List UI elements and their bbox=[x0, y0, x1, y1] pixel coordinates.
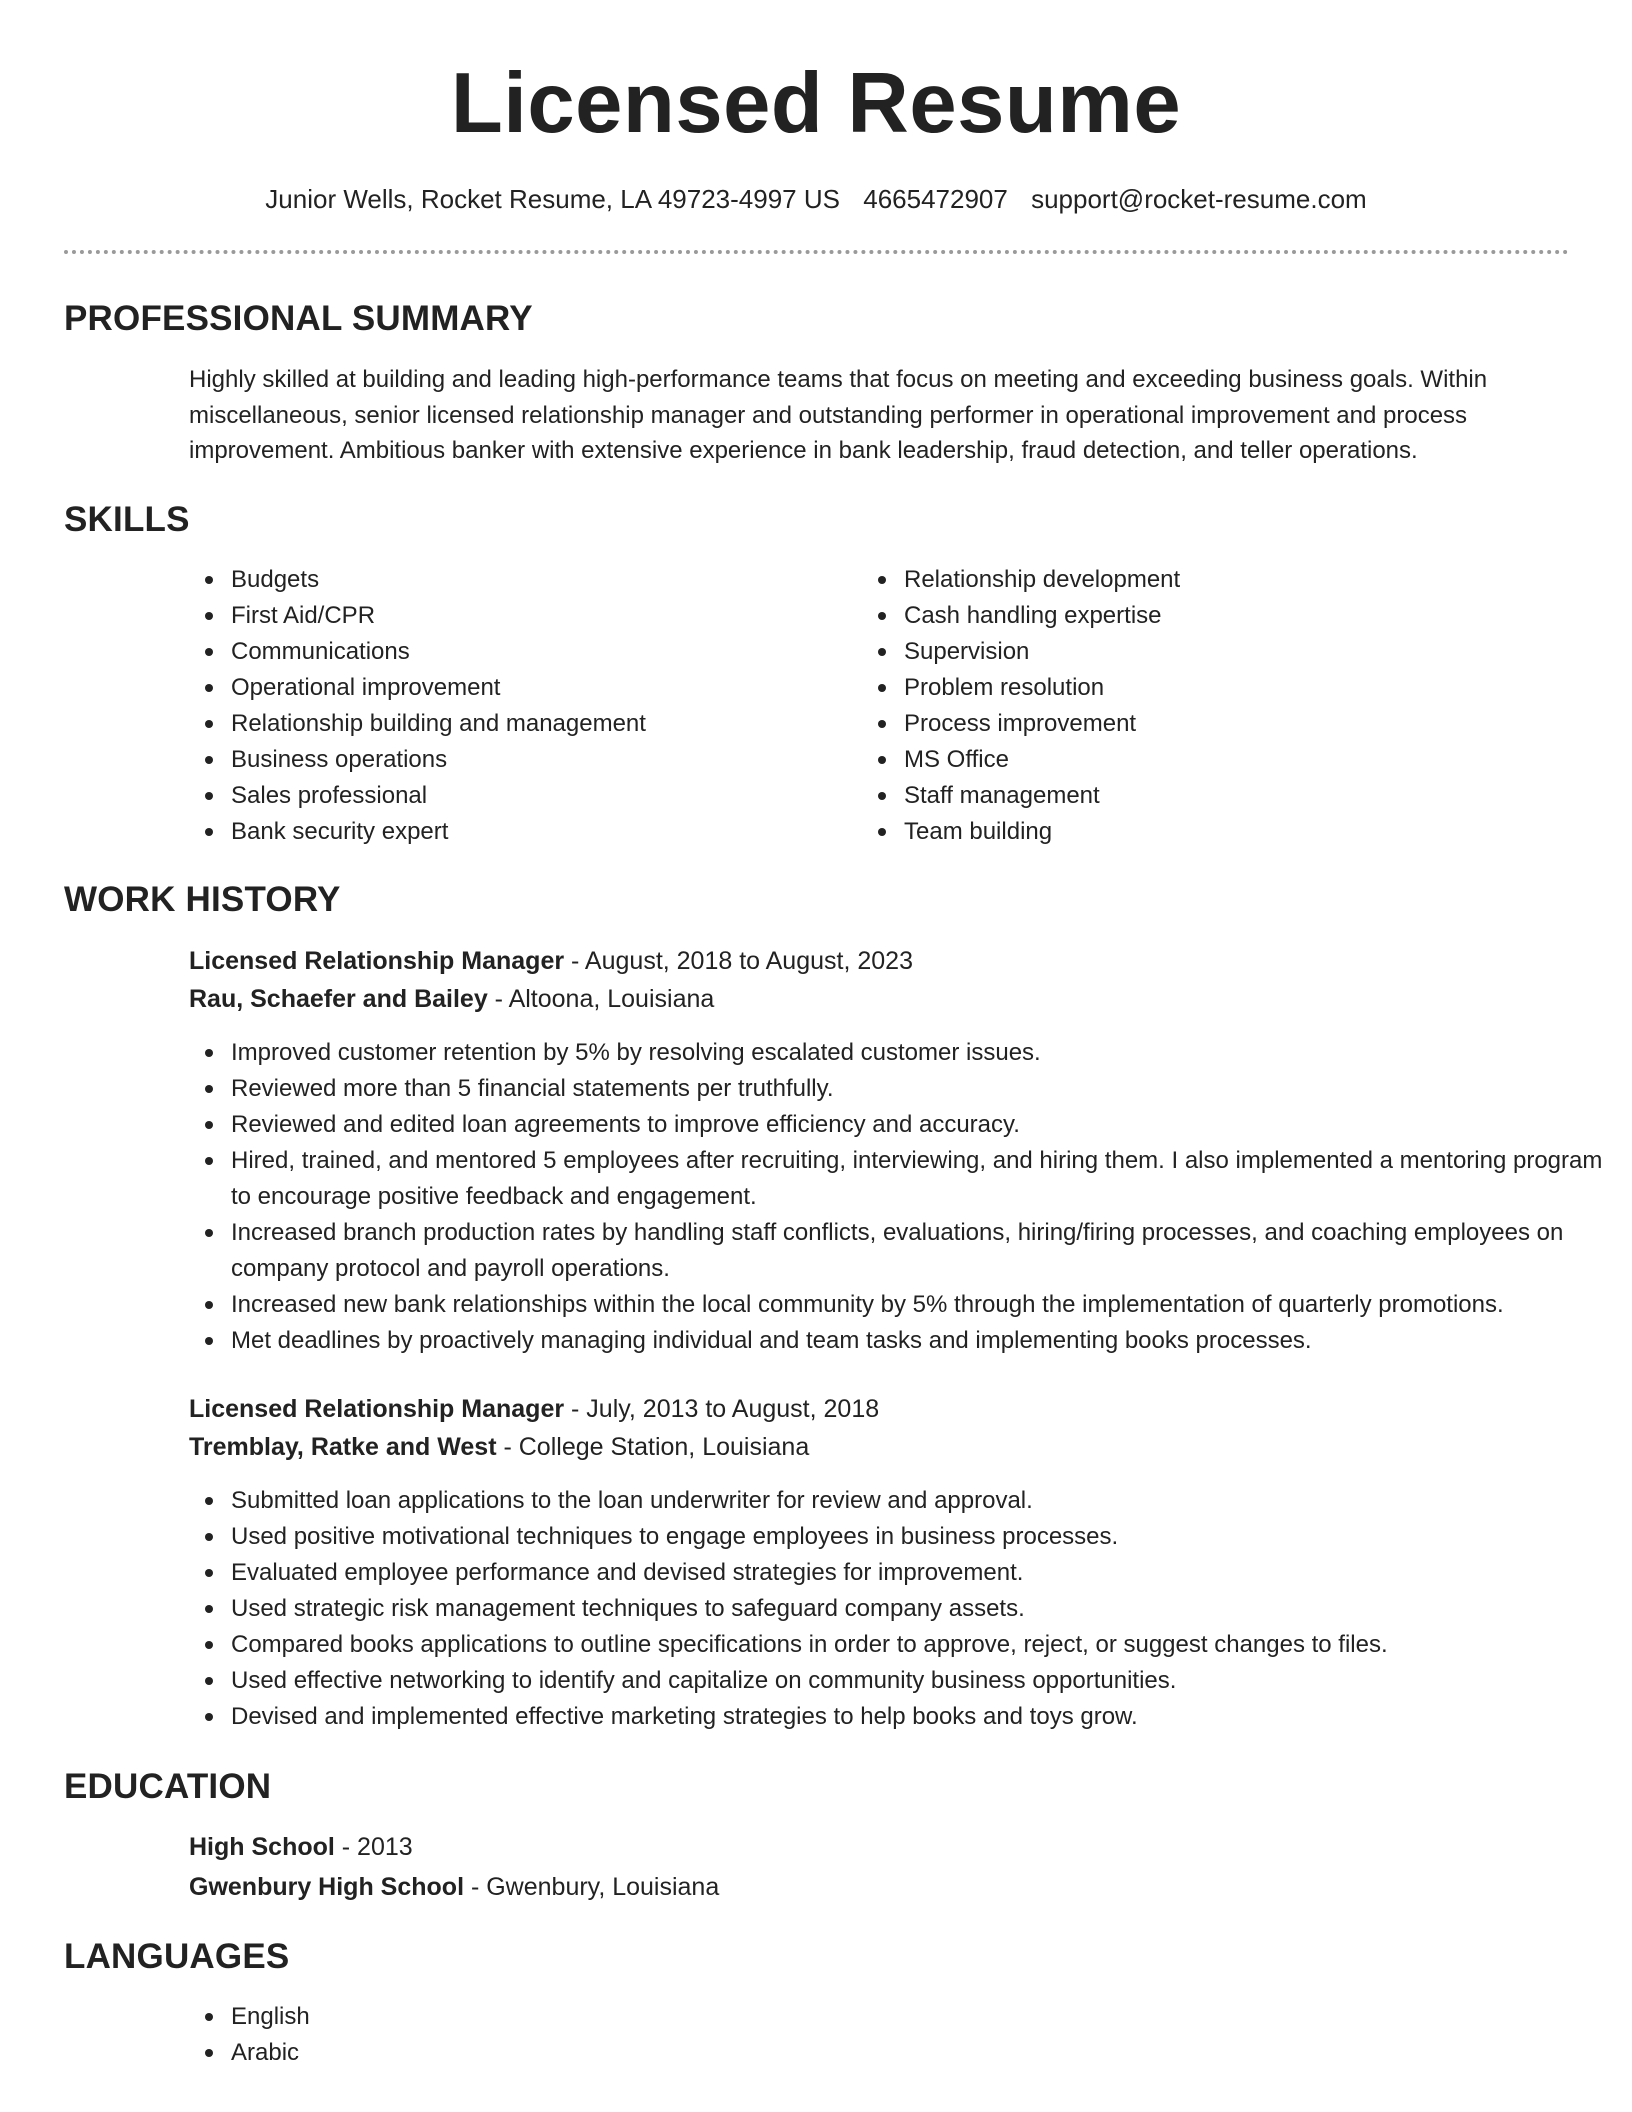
job-bullet: Improved customer retention by 5% by resolving escalated customer issues. bbox=[231, 1035, 1613, 1071]
education-degree-line bbox=[189, 1829, 413, 1865]
resume-title: Licensed Resume bbox=[450, 56, 1182, 151]
job-2-dates: - July, 2013 to August, 2018 bbox=[564, 1395, 880, 1423]
job-1-company: Rau, Schaefer and Bailey bbox=[189, 985, 488, 1013]
contact-email: support@rocket-resume.com bbox=[1031, 184, 1367, 214]
contact-address: Junior Wells, Rocket Resume, LA 49723-4997 US bbox=[265, 184, 840, 214]
skill-item: Problem resolution bbox=[904, 670, 1524, 706]
contact-phone: 4665472907 bbox=[863, 184, 1008, 214]
languages-heading: LANGUAGES bbox=[64, 1937, 290, 1976]
skill-item: MS Office bbox=[904, 742, 1524, 778]
job-1-dates: - August, 2018 to August, 2023 bbox=[564, 947, 913, 975]
skill-item: Budgets bbox=[231, 562, 851, 598]
job-1-company-line bbox=[189, 981, 714, 1017]
job-bullet: Used strategic risk management techniques to safeguard company assets. bbox=[231, 1591, 1613, 1627]
job-bullet: Compared books applications to outline specifications in order to approve, reject, or suggest changes to files. bbox=[231, 1627, 1613, 1663]
summary-heading: PROFESSIONAL SUMMARY bbox=[64, 299, 533, 338]
education-heading: EDUCATION bbox=[64, 1767, 272, 1806]
skill-item: Supervision bbox=[904, 634, 1524, 670]
job-bullet: Used effective networking to identify and capitalize on community business opportunities. bbox=[231, 1663, 1613, 1699]
language-item: Arabic bbox=[231, 2035, 831, 2071]
work-history-heading: WORK HISTORY bbox=[64, 880, 341, 919]
skills-heading: SKILLS bbox=[64, 500, 190, 539]
job-2-company-line bbox=[189, 1429, 809, 1465]
job-bullet: Met deadlines by proactively managing individual and team tasks and implementing books processes. bbox=[231, 1323, 1613, 1359]
skill-item: Communications bbox=[231, 634, 851, 670]
skill-item: Process improvement bbox=[904, 706, 1524, 742]
job-bullet: Increased branch production rates by handling staff conflicts, evaluations, hiring/firing processes, and coaching employees on company protocol and payroll operations. bbox=[231, 1215, 1613, 1287]
skill-item: Staff management bbox=[904, 778, 1524, 814]
education-location: - Gwenbury, Louisiana bbox=[464, 1873, 720, 1901]
contact-line bbox=[0, 182, 1632, 216]
skills-list-right bbox=[860, 562, 1524, 850]
skill-item: Bank security expert bbox=[231, 814, 851, 850]
skill-item: Relationship building and management bbox=[231, 706, 851, 742]
summary-text: Highly skilled at building and leading high-performance teams that focus on meeting and exceeding business goals. Within miscellaneous, senior licensed relationship manager and outstanding performer in operational improvement and process improvement. Ambitious banker with extensive experience in bank leadership, fraud detection, and teller operations. bbox=[189, 366, 1488, 464]
job-bullet: Hired, trained, and mentored 5 employees after recruiting, interviewing, and hiring them. I also implemented a mentoring program to encourage positive feedback and engagement. bbox=[231, 1143, 1613, 1215]
job-bullet: Used positive motivational techniques to engage employees in business processes. bbox=[231, 1519, 1613, 1555]
education-school: Gwenbury High School bbox=[189, 1873, 465, 1901]
job-2-bullets bbox=[187, 1483, 1613, 1735]
education-year: - 2013 bbox=[334, 1833, 413, 1861]
job-bullet: Evaluated employee performance and devised strategies for improvement. bbox=[231, 1555, 1613, 1591]
education-school-line bbox=[189, 1869, 719, 1905]
job-1-location: - Altoona, Louisiana bbox=[487, 985, 715, 1013]
job-2-company: Tremblay, Ratke and West bbox=[189, 1433, 497, 1461]
job-2-role: Licensed Relationship Manager bbox=[189, 1395, 565, 1423]
education-degree: High School bbox=[189, 1833, 335, 1861]
skill-item: Sales professional bbox=[231, 778, 851, 814]
header-divider bbox=[64, 250, 1569, 254]
skill-item: First Aid/CPR bbox=[231, 598, 851, 634]
job-bullet: Devised and implemented effective marketing strategies to help books and toys grow. bbox=[231, 1699, 1613, 1735]
skill-item: Business operations bbox=[231, 742, 851, 778]
skill-item: Relationship development bbox=[904, 562, 1524, 598]
job-2-title-line bbox=[189, 1391, 879, 1427]
skill-item: Cash handling expertise bbox=[904, 598, 1524, 634]
job-bullet: Reviewed and edited loan agreements to improve efficiency and accuracy. bbox=[231, 1107, 1613, 1143]
job-2-location: - College Station, Louisiana bbox=[496, 1433, 810, 1461]
skill-item: Team building bbox=[904, 814, 1524, 850]
languages-list bbox=[187, 1999, 831, 2071]
skills-list-left bbox=[187, 562, 851, 850]
job-1-title-line bbox=[189, 943, 913, 979]
language-item: English bbox=[231, 1999, 831, 2035]
job-1-bullets bbox=[187, 1035, 1613, 1359]
job-bullet: Reviewed more than 5 financial statements per truthfully. bbox=[231, 1071, 1613, 1107]
job-bullet: Submitted loan applications to the loan underwriter for review and approval. bbox=[231, 1483, 1613, 1519]
job-bullet: Increased new bank relationships within the local community by 5% through the implementation of quarterly promotions. bbox=[231, 1287, 1613, 1323]
job-1-role: Licensed Relationship Manager bbox=[189, 947, 565, 975]
skill-item: Operational improvement bbox=[231, 670, 851, 706]
